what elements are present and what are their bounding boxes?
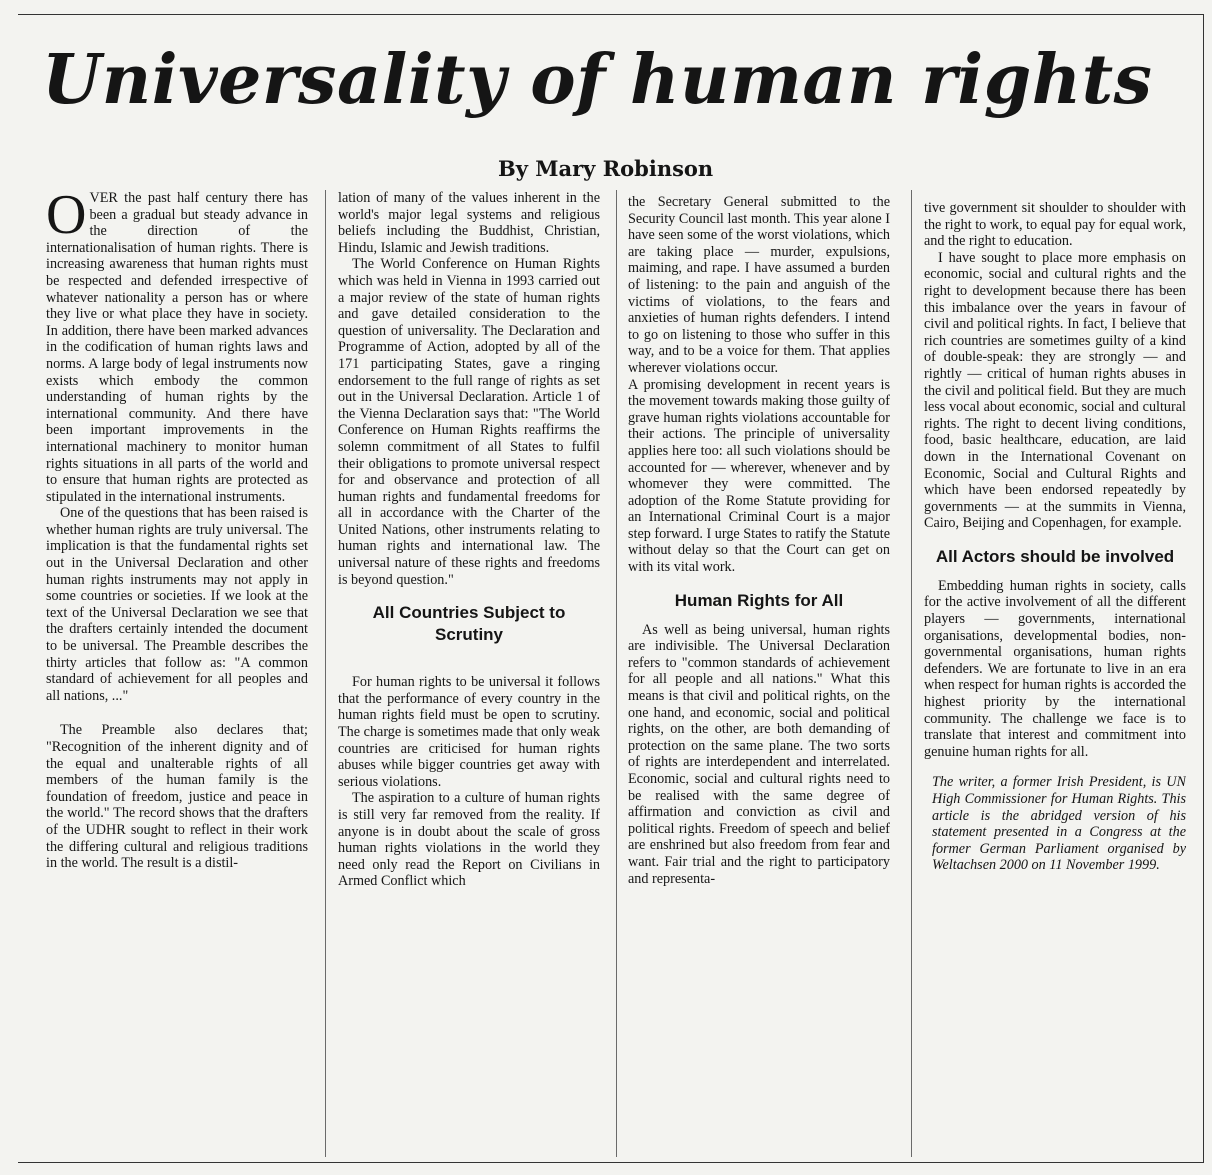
border-right: [1203, 14, 1204, 1163]
paragraph: As well as being universal, human rights are indivisible. The Universal Declaration refers to "common standards of achievement for all people and all nations." What this means is that civil and political rights, on the one hand, and economic, social and political rights, on the other, are both demanding of protection on the same plane. The two sorts of rights are interdependent and interrelated. Economic, social and cultural rights need to be realised with the same degree of affirmation and conviction as civil and political rights. Freedom of speech and belief are enshrined but also freedom from fear and want. Fair trial and the right to participatory and representa-: [628, 621, 890, 887]
headline: Universality of human rights: [42, 40, 1153, 120]
paragraph: tive government sit shoulder to shoulder with the right to work, to equal pay for equal work, and the right to education.: [924, 200, 1186, 250]
paragraph: the Secretary General submitted to the Security Council last month. This year alone I have seen some of the worst violations, which are taking place — murder, expulsions, maiming, and rape. I have assumed a burden of listening: to the pain and anguish of the victims of violations, to the fears and anxieties of human rights defenders. I intend to go on listening to those who suffer in this way, and to be a voice for them. That applies wherever violations occur.: [628, 194, 890, 376]
paragraph: For human rights to be universal it follows that the performance of every country in the human rights field must be open to scrutiny. The charge is sometimes made that only weak countries are criticised for human rights abuses while bigger countries get away with serious violations.: [338, 674, 600, 790]
paragraph: [46, 190, 308, 505]
byline: By Mary Robinson: [498, 156, 714, 181]
column-4: [924, 200, 1186, 1172]
column-rule: [325, 190, 326, 1157]
border-top: [18, 14, 1204, 15]
paragraph: Embedding human rights in society, calls for the active involvement of all the different players — governments, international organisations, developmental bodies, non-governmental organisations, human rights defenders. We are fortunate to live in an era when respect for human rights is accorded the highest priority by the international community. The challenge we face is to translate that interest and commitment into genuine human rights for all.: [924, 577, 1186, 760]
paragraph: The World Conference on Human Rights which was held in Vienna in 1993 carried out a major review of the state of human rights and gave detailed consideration to the question of universality. The Declaration and Programme of Action, adopted by all of the 171 participating States, gave a ringing endorsement to the full range of rights as set out in the Universal Declaration. Article 1 of the Vienna Declaration says that: "The World Conference on Human Rights reaffirms the solemn commitment of all States to fulfil their obligations to promote universal respect for and observance and protection of all human rights and fundamental freedoms for all in accordance with the Charter of the United Nations, other instruments relating to human rights and international law. The universal nature of these rights and freedoms is beyond question.": [338, 256, 600, 588]
subheading: All Countries Subject to Scrutiny: [372, 603, 566, 645]
drop-cap: O: [46, 190, 87, 246]
column-1: [46, 190, 308, 1162]
paragraph: I have sought to place more emphasis on economic, social and cultural rights and the right to development because there has been this imbalance over the years in favour of civil and political rights. In fact, I believe that rich countries are sometimes guilty of a kind of double-speak: they are strongly — and rightly — critical of human rights abuses in the civil and political field. But they are much less vocal about economic, social and cultural rights. The right to decent living conditions, food, basic healthcare, education, are laid down in the International Covenant on Economic, Social and Cultural Rights and which have been endorsed repeatedly by governments — at the summits in Vienna, Cairo, Beijing and Copenhagen, for example.: [924, 249, 1186, 532]
paragraph: The Preamble also declares that; "Recognition of the inherent dignity and of the equal and unalterable rights of all members of the human family is the foundation of freedom, justice and peace in the world." The record shows that the drafters of the UDHR sought to reflect in their work the differing cultural and religious traditions in the world. The result is a distil-: [46, 722, 308, 872]
paragraph: A promising development in recent years is the movement towards making those guilty of grave human rights violations accountable for their actions. The principle of universality applies here too: all such violations should be accounted for — wherever, whenever and by whomever they were committed. The adoption of the Rome Statute providing for an International Criminal Court is a major step forward. I urge States to ratify the Statute without delay so that the Court can get on with its vital work.: [628, 376, 890, 576]
paragraph: The aspiration to a culture of human rights is still very far removed from the reality. If anyone is in doubt about the scale of gross human rights violations in the world they need only read the Report on Civilians in Armed Conflict which: [338, 790, 600, 890]
paragraph: lation of many of the values inherent in the world's major legal systems and religious beliefs including the Buddhist, Christian, Hindu, Islamic and Jewish traditions.: [338, 190, 600, 256]
column-3: [628, 194, 890, 1166]
column-rule: [616, 190, 617, 1157]
paragraph: One of the questions that has been raised is whether human rights are truly universal. The implication is that the fundamental rights set out in the Universal Declaration and other human rights instruments may not apply in some countries or societies. If we look at the text of the Universal Declaration we see that the drafters certainly intended the document to be universal. The Preamble describes the thirty articles that follow as: "A common standard of achievement for all peoples and all nations, ...": [46, 505, 308, 704]
subheading: Human Rights for All: [674, 590, 844, 610]
subheading: All Actors should be involved: [935, 546, 1175, 566]
author-credit: The writer, a former Irish President, is UN High Commissioner for Human Rights. This article is the abridged version of his statement presented in a Congress at the former German Parliament organised by Weltachsen 2000 on 11 November 1999.: [932, 774, 1186, 874]
paragraph-text: VER the past half century there has been a gradual but steady advance in the direction of the internationalisation of human rights. There is increasing awareness that human rights must be respected and defended irrespective of whatever nationality a person has or where they live or what place they have in society. In addition, there have been marked advances in the codification of human rights laws and norms. A large body of legal instruments now exists which embody the common understanding of human rights by the international community. And there have been important improvements in the international machinery to monitor human rights situations in all parts of the world and to ensure that human rights are protected as stipulated in the international instruments.: [46, 190, 308, 505]
column-rule: [911, 190, 912, 1157]
column-2: [338, 190, 600, 1162]
